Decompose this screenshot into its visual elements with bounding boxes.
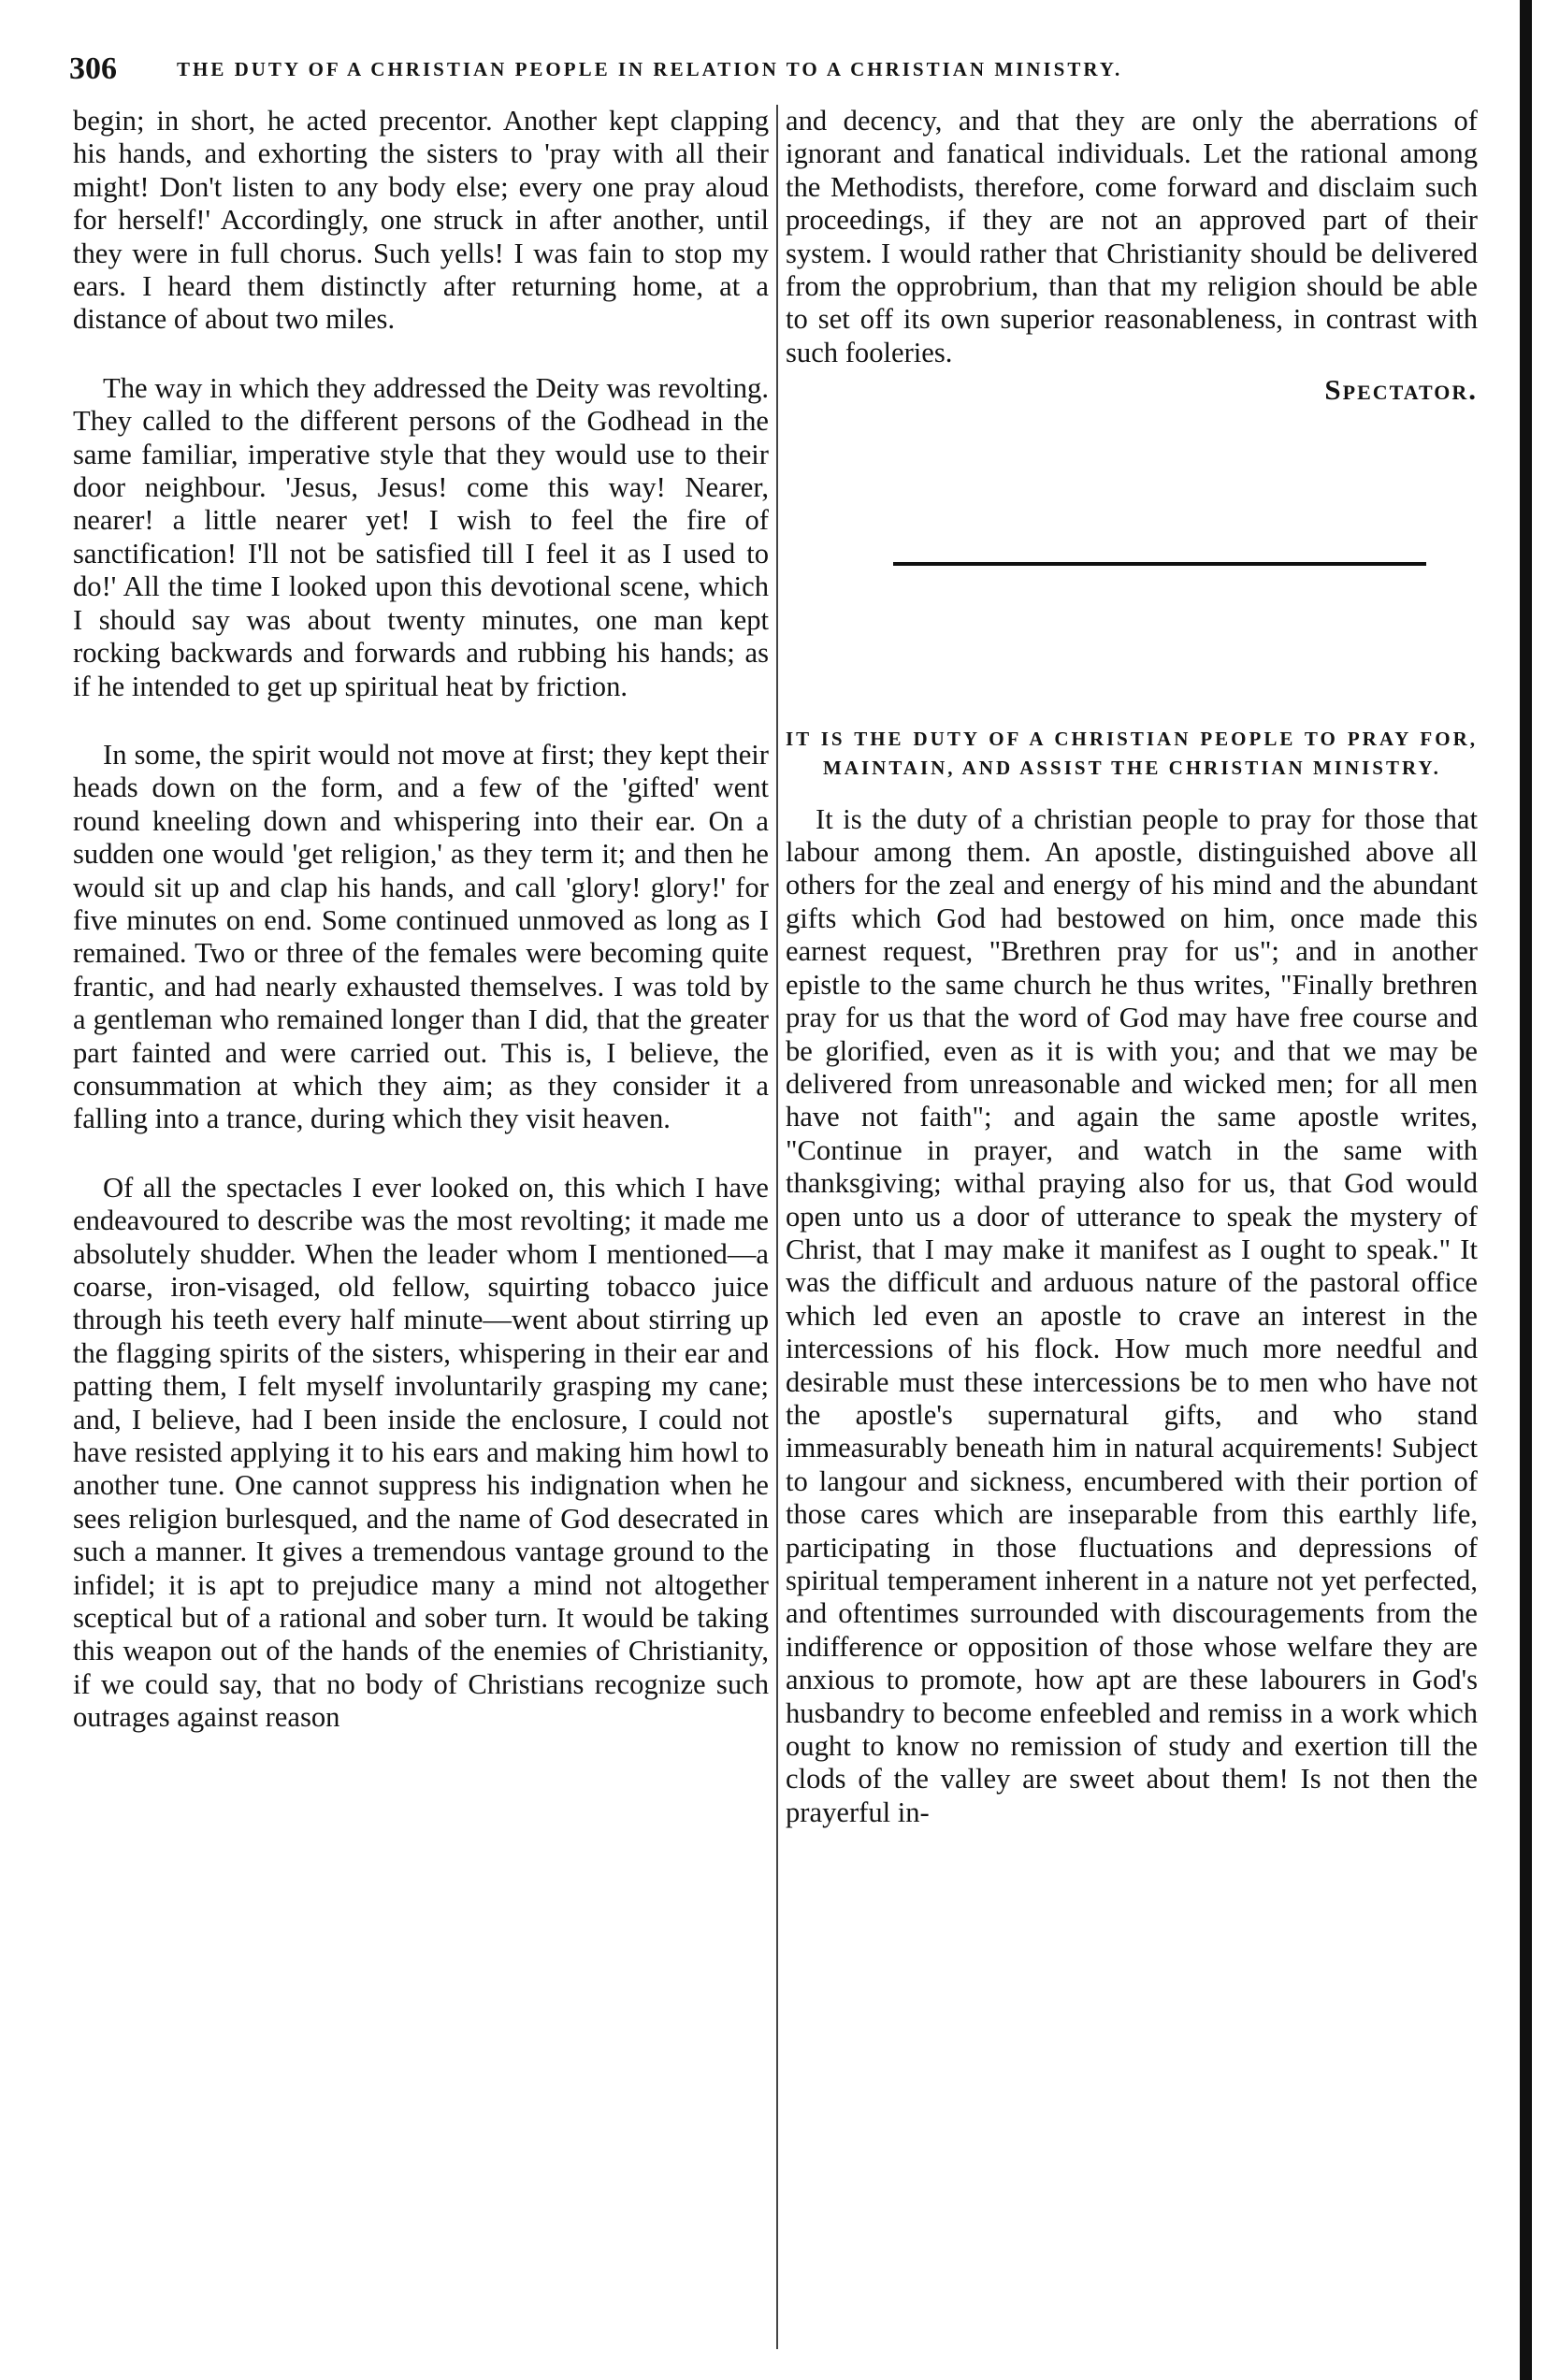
right-paragraph-2: It is the duty of a christian people to pray for those that labour among them. An apostle, distinguished above all others for the zeal and energy of his mind and the abundant gifts which God had bestowed on him, once made this earnest request, "Brethren pray for us"; and in another epistle to the same church he thus writes, "Finally brethren pray for us that the word of God may have free course and be glorified, even as it is with you; and that we may be delivered from unreasonable and wicked men; for all men have not faith"; and again the same apostle writes, "Continue in prayer, and watch in the same with thanksgiving; withal praying also for us, that God would open unto us a door of utterance to speak the mystery of Christ, that I may make it manifest as I ought to speak." It was the difficult and arduous nature of the pastoral office which led even an apostle to crave an interest in the intercessions of his flock. How much more needful and desirable must these intercessions be to men who have not the apostle's supernatural gifts, and who stand immeasurably beneath him in natural acquirements! Subject to langour and sickness, encumbered with their portion of those cares which are inseparable from this earthly life, participating in those fluctuations and depressions of spiritual temperament inherent in a nature not yet perfected, and oftentimes surrounded with discouragements from the indifference or opposition of those whose welfare they are anxious to promote, how apt are these labourers in God's husbandry to become enfeebled and remiss in a work which ought to know no remission of study and exertion till the clods of the valley are sweet about them! Is not then the prayerful in- (786, 802, 1478, 1828)
left-paragraph-3: In some, the spirit would not move at first; they kept their heads down on the form, and a few of the 'gifted' went round kneeling down and whispering into their ear. On a sudden one would 'get religion,' as they term it; and then he would sit up and clap his hands, and call 'glory! glory!' for five minutes on end. Some continued unmoved as long as I remained. Two or three of the females were becoming quite frantic, and had nearly exhausted themselves. I was told by a gentleman who remained longer than I did, that the greater part fainted and were carried out. This is, I believe, the consummation at which they aim; as they consider it a falling into a trance, during which they visit heaven. (73, 738, 769, 1135)
column-divider (776, 105, 778, 2349)
left-paragraph-2: The way in which they addressed the Deity was revolting. They called to the different persons of the Godhead in the same familiar, imperative style that they would use to their door neighbour. 'Jesus, Jesus! come this way! Nearer, nearer! a little nearer yet! I wish to feel the fire of sanctification! I'll not be satisfied till I feel it as I used to do!' All the time I looked upon this devotional scene, which I should say was about twenty minutes, one man kept rocking backwards and forwards and rubbing his hands; as if he intended to get up spiritual heat by friction. (73, 371, 769, 702)
left-column (73, 105, 769, 1735)
page-number: 306 (69, 51, 117, 86)
running-title: THE DUTY OF A CHRISTIAN PEOPLE IN RELATION TO A CHRISTIAN MINISTRY. (177, 57, 1123, 80)
section-rule (893, 562, 1426, 566)
left-paragraph-1: begin; in short, he acted precentor. Another kept clapping his hands, and exhorting the sisters to 'pray with all their might! Don't listen to any body else; every one pray aloud for herself!' Accordingly, one struck in after another, until they were in full chorus. Such yells! I was fain to stop my ears. I heard them distinctly after returning home, at a distance of about two miles. (73, 105, 769, 336)
running-header (69, 47, 1500, 92)
right-column (786, 105, 1478, 1829)
scan-edge-shadow (1520, 0, 1532, 2380)
right-paragraph-1: and decency, and that they are only the aberrations of ignorant and fanatical individuals. Let the rational among the Methodists, therefore, come forward and disclaim such proceedings, if they are not an approved part of their system. I would rather that Christianity should be delivered from the opprobrium, than that my religion should be able to set off its own superior reasonableness, in contrast with such fooleries. (786, 105, 1478, 368)
signature: Spectator. (1324, 373, 1478, 407)
section-heading: IT IS THE DUTY OF A CHRISTIAN PEOPLE TO PRAY FOR, MAINTAIN, AND ASSIST THE CHRISTIAN MINISTRY. (786, 727, 1478, 779)
left-paragraph-4: Of all the spectacles I ever looked on, this which I have endeavoured to describe was the most revolting; it made me absolutely shudder. When the leader whom I mentioned—a coarse, iron-visaged, old fellow, squirting tobacco juice through his teeth every half minute—went about stirring up the flagging spirits of the sisters, whispering in their ear and patting them, I felt myself involuntarily grasping my cane; and, I believe, had I been inside the enclosure, I could not have resisted applying it to his ears and making him howl to another tune. One cannot suppress his indignation when he sees religion burlesqued, and the name of God desecrated in such a manner. It gives a tremendous vantage ground to the infidel; it is apt to prejudice many a mind not altogether sceptical but of a rational and sober turn. It would be taking this weapon out of the hands of the enemies of Christianity, if we could say, that no body of Christians recognize such outrages against reason (73, 1171, 769, 1734)
